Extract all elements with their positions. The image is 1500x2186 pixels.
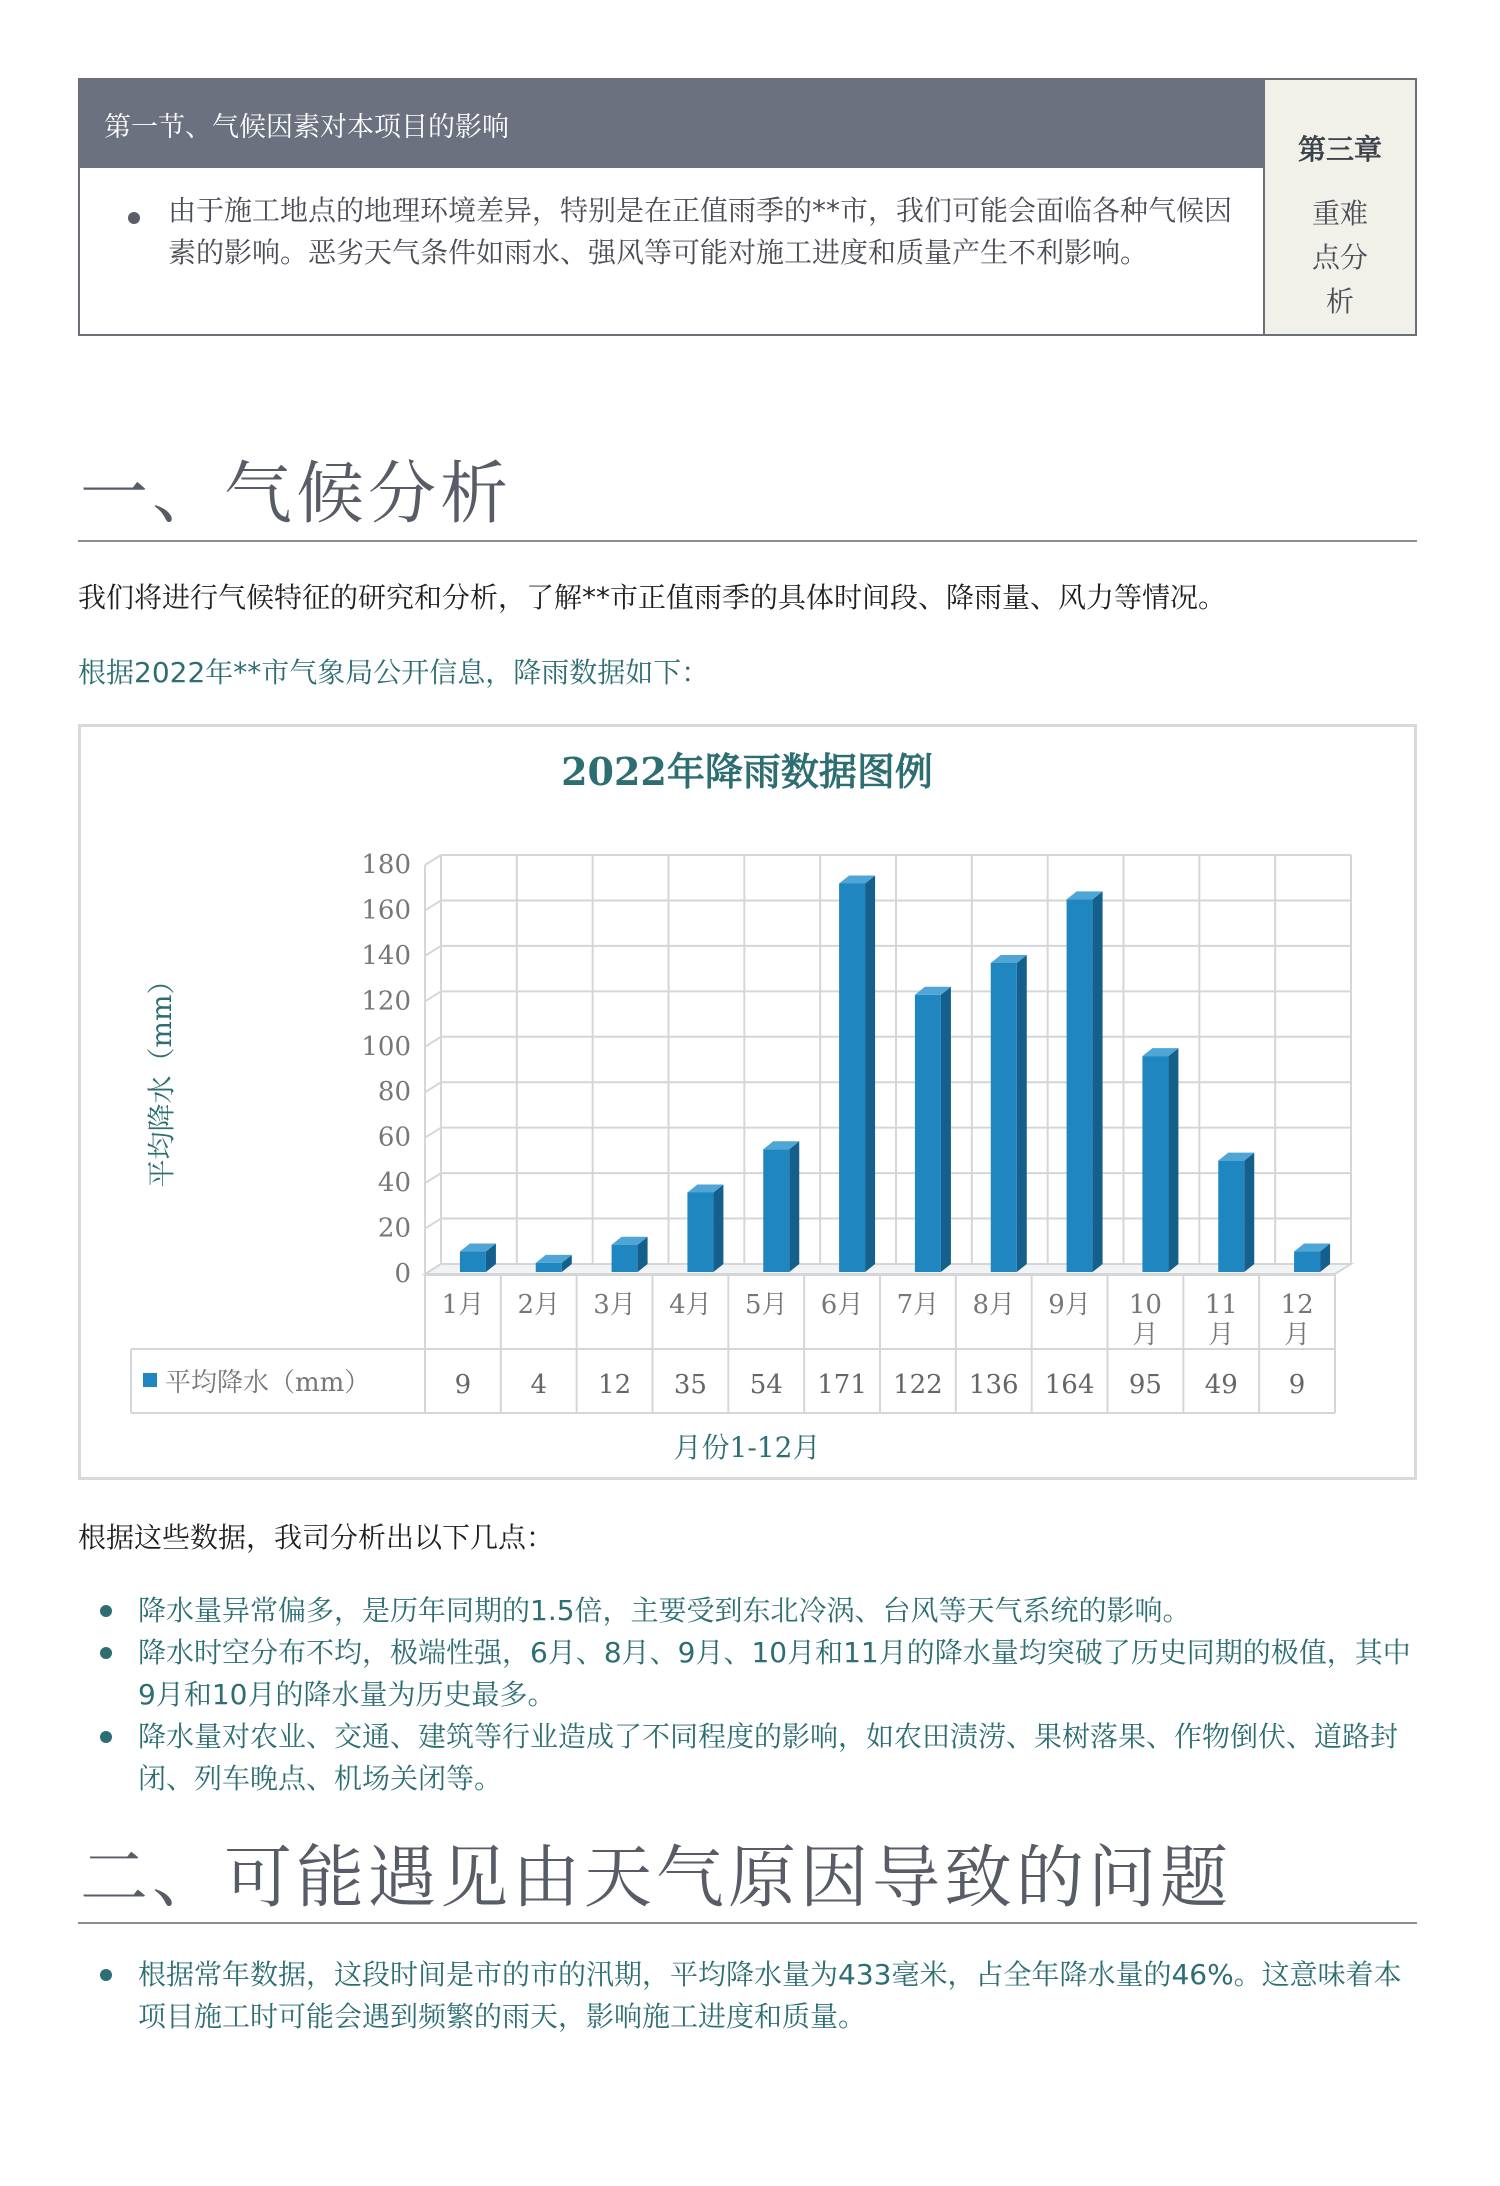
bar [1294, 1252, 1320, 1272]
section-header-box [78, 78, 1417, 336]
gridline-side [425, 855, 441, 865]
x-tick-label-suffix: 月 [1132, 1320, 1159, 1350]
bar-side [789, 1141, 799, 1272]
data-label: 164 [1044, 1370, 1095, 1400]
data-label: 136 [968, 1370, 1019, 1400]
y-tick-label: 80 [377, 1077, 411, 1108]
gridline-side [425, 1082, 441, 1092]
section2-rule [78, 1922, 1417, 1924]
bar-side [1093, 891, 1103, 1272]
bar-side [941, 987, 951, 1272]
y-tick-label: 180 [361, 850, 411, 880]
x-tick-label: 8月 [972, 1290, 1016, 1320]
data-label: 12 [598, 1370, 632, 1400]
data-label: 35 [673, 1370, 707, 1400]
legend-swatch [143, 1373, 157, 1387]
header-main [80, 80, 1263, 334]
bar-side [713, 1184, 723, 1272]
analysis-point: 降水量异常偏多，是历年同期的1.5倍，主要受到东北冷涡、台风等天气系统的影响。 [96, 1590, 1426, 1632]
x-tick-label: 11 [1204, 1290, 1238, 1320]
x-axis-title: 月份1-12月 [673, 1431, 821, 1464]
x-tick-label: 9月 [1048, 1290, 1091, 1320]
x-tick-label: 7月 [896, 1290, 940, 1320]
gridline-side [425, 1219, 441, 1229]
x-tick-label: 3月 [593, 1290, 636, 1320]
gridline-side [425, 946, 441, 956]
y-tick-label: 20 [377, 1213, 411, 1244]
x-tick-label: 10 [1128, 1290, 1162, 1320]
y-tick-label: 0 [394, 1259, 411, 1289]
gridline-side [425, 1128, 441, 1138]
bar [536, 1263, 562, 1272]
data-label: 95 [1128, 1370, 1162, 1400]
header-body-text: 由于施工地点的地理环境差异，特别是在正值雨季的**市，我们可能会面临各种气候因素的影响。恶劣天气条件如雨水、强风等可能对施工进度和质量产生不利影响。 [168, 194, 1233, 269]
y-tick-label: 100 [361, 1031, 411, 1062]
y-tick-label: 160 [361, 895, 411, 926]
bar [839, 883, 865, 1272]
y-tick-label: 40 [377, 1168, 411, 1199]
x-tick-label-suffix: 月 [1208, 1320, 1235, 1350]
gridline-side [425, 991, 441, 1001]
analysis-point: 降水量对农业、交通、建筑等行业造成了不同程度的影响，如农田渍涝、果树落果、作物倒伏、道路封闭、列车晚点、机场关闭等。 [96, 1716, 1426, 1800]
bullet-icon [128, 212, 140, 224]
y-tick-label: 120 [361, 986, 411, 1017]
chapter-label: 第三章 [1297, 133, 1382, 166]
bar [991, 963, 1017, 1272]
gridline-side [425, 900, 441, 910]
analysis-point: 降水时空分布不均，极端性强，6月、8月、9月、10月和11月的降水量均突破了历史同期的极值，其中9月和10月的降水量为历史最多。 [96, 1632, 1426, 1716]
data-label: 54 [749, 1370, 783, 1400]
bar-side [865, 875, 875, 1272]
bar-side [1244, 1153, 1254, 1272]
bar [1142, 1056, 1168, 1272]
bar [915, 995, 941, 1272]
x-tick-label: 4月 [669, 1290, 712, 1320]
bar [1218, 1161, 1244, 1272]
data-label: 171 [817, 1370, 867, 1400]
x-tick-label: 6月 [820, 1290, 864, 1320]
bar [1067, 899, 1093, 1272]
x-tick-label: 12 [1280, 1290, 1314, 1320]
y-axis-title: 平均降水（mm） [145, 966, 178, 1188]
analysis-intro: 根据这些数据，我司分析出以下几点： [78, 1521, 555, 1554]
section1-rule [78, 540, 1417, 542]
chapter-side-panel [1263, 80, 1415, 334]
y-tick-label: 140 [361, 940, 411, 971]
legend-label: 平均降水（mm） [165, 1368, 371, 1398]
x-tick-label-suffix: 月 [1284, 1320, 1311, 1350]
header-body [80, 168, 1263, 334]
gridline-side [425, 1037, 441, 1047]
bar-side [1017, 955, 1027, 1272]
bar [612, 1245, 638, 1272]
rainfall-chart [78, 724, 1417, 1480]
bar-side [1168, 1048, 1178, 1272]
section2-heading: 二、可能遇见由天气原因导致的问题 [80, 1839, 1233, 1918]
data-label: 9 [454, 1370, 472, 1400]
chart-svg [81, 727, 1414, 1477]
data-label: 9 [1288, 1370, 1306, 1400]
chapter-subtitle: 重难点分析 [1311, 197, 1368, 318]
x-tick-label: 2月 [517, 1290, 561, 1320]
x-tick-label: 1月 [441, 1290, 485, 1320]
x-tick-label: 5月 [744, 1290, 788, 1320]
bar [763, 1149, 789, 1272]
data-label: 122 [893, 1370, 943, 1400]
gridline-side [425, 1173, 441, 1183]
section2-point: 根据常年数据，这段时间是市的市的汛期，平均降水量为433毫米，占全年降水量的46%。这意味着本项目施工时可能会遇到频繁的雨天，影响施工进度和质量。 [96, 1954, 1426, 2038]
data-label: 49 [1204, 1370, 1238, 1400]
section1-intro: 我们将进行气候特征的研究和分析，了解**市正值雨季的具体时间段、降雨量、风力等情况。 [78, 581, 1227, 614]
section-title: 第一节、气候因素对本项目的影响 [80, 80, 1263, 168]
source-note: 根据2022年**市气象局公开信息，降雨数据如下： [78, 656, 710, 689]
bar [460, 1252, 486, 1272]
analysis-list [96, 1590, 1426, 1800]
chart-title: 2022年降雨数据图例 [561, 749, 933, 794]
data-label: 4 [530, 1370, 548, 1400]
y-tick-label: 60 [377, 1122, 411, 1153]
section1-heading: 一、气候分析 [80, 455, 513, 534]
bar [687, 1192, 713, 1272]
section2-list [96, 1954, 1426, 2038]
